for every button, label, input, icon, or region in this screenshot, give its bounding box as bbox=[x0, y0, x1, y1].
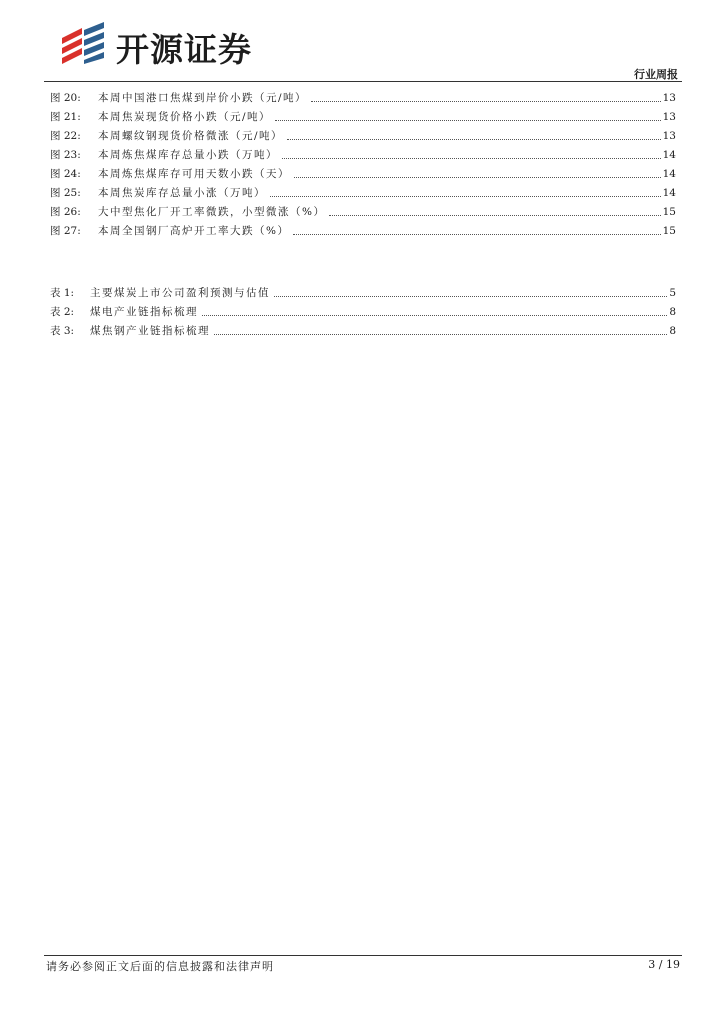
company-logo bbox=[60, 22, 290, 69]
table-entry[interactable] bbox=[50, 319, 676, 338]
figure-title: 本周焦炭库存总量小涨（万吨） bbox=[98, 187, 266, 199]
dot-leader bbox=[214, 333, 667, 335]
table-page: 8 bbox=[669, 325, 676, 337]
footer-divider bbox=[44, 955, 682, 956]
dot-leader bbox=[270, 195, 661, 197]
dot-leader bbox=[329, 214, 660, 216]
dot-leader bbox=[275, 119, 661, 121]
figure-title: 本周中国港口焦煤到岸价小跌（元/吨） bbox=[98, 92, 308, 104]
table-number: 表 1: bbox=[50, 287, 75, 299]
figure-number: 图 24: bbox=[50, 168, 81, 180]
figure-number: 图 26: bbox=[50, 206, 81, 218]
figure-entry[interactable] bbox=[50, 105, 676, 124]
table-title: 煤焦钢产业链指标梳理 bbox=[90, 325, 210, 337]
figure-title: 本周炼焦煤库存总量小跌（万吨） bbox=[98, 149, 278, 161]
figure-number: 图 21: bbox=[50, 111, 81, 123]
figure-entry[interactable] bbox=[50, 181, 676, 200]
figure-number: 图 23: bbox=[50, 149, 81, 161]
dot-leader bbox=[274, 295, 667, 297]
figure-entry[interactable] bbox=[50, 162, 676, 181]
figure-title: 大中型焦化厂开工率微跌，小型微涨（%） bbox=[98, 206, 326, 218]
figure-title: 本周螺纹钢现货价格微涨（元/吨） bbox=[98, 130, 284, 142]
dot-leader bbox=[202, 314, 667, 316]
figure-list bbox=[50, 86, 676, 238]
table-number: 表 2: bbox=[50, 306, 75, 318]
dot-leader bbox=[282, 157, 661, 159]
kaiyuan-logo-icon bbox=[60, 22, 108, 64]
table-title: 煤电产业链指标梳理 bbox=[90, 306, 198, 318]
figure-number: 图 22: bbox=[50, 130, 81, 142]
table-entry[interactable] bbox=[50, 281, 676, 300]
dot-leader bbox=[294, 176, 661, 178]
figure-page: 13 bbox=[662, 92, 676, 104]
footer-disclaimer: 请务必参阅正文后面的信息披露和法律声明 bbox=[46, 960, 274, 973]
figure-entry[interactable] bbox=[50, 200, 676, 219]
dot-leader bbox=[287, 138, 661, 140]
figure-entry[interactable] bbox=[50, 86, 676, 105]
table-entry[interactable] bbox=[50, 300, 676, 319]
report-type-label: 行业周报 bbox=[634, 68, 678, 81]
figure-title: 本周炼焦煤库存可用天数小跌（天） bbox=[98, 168, 290, 180]
figure-page: 14 bbox=[662, 187, 676, 199]
figure-entry[interactable] bbox=[50, 143, 676, 162]
figure-page: 14 bbox=[662, 168, 676, 180]
figure-entry[interactable] bbox=[50, 219, 676, 238]
figure-number: 图 20: bbox=[50, 92, 81, 104]
dot-leader bbox=[293, 233, 660, 235]
figure-page: 15 bbox=[662, 206, 676, 218]
header-divider bbox=[44, 81, 682, 82]
figure-page: 15 bbox=[662, 225, 676, 237]
table-number: 表 3: bbox=[50, 325, 75, 337]
figure-page: 14 bbox=[662, 149, 676, 161]
figure-entry[interactable] bbox=[50, 124, 676, 143]
page-indicator: 3 / 19 bbox=[648, 958, 680, 971]
table-page: 5 bbox=[669, 287, 676, 299]
figure-title: 本周全国钢厂高炉开工率大跌（%） bbox=[98, 225, 290, 237]
figure-number: 图 25: bbox=[50, 187, 81, 199]
table-title: 主要煤炭上市公司盈利预测与估值 bbox=[90, 287, 270, 299]
figure-number: 图 27: bbox=[50, 225, 81, 237]
figure-page: 13 bbox=[662, 130, 676, 142]
figure-title: 本周焦炭现货价格小跌（元/吨） bbox=[98, 111, 272, 123]
logo-text: 开源证券 bbox=[116, 30, 252, 69]
page-header bbox=[0, 0, 724, 82]
dot-leader bbox=[311, 100, 661, 102]
figure-page: 13 bbox=[662, 111, 676, 123]
table-page: 8 bbox=[669, 306, 676, 318]
table-list bbox=[50, 281, 676, 338]
